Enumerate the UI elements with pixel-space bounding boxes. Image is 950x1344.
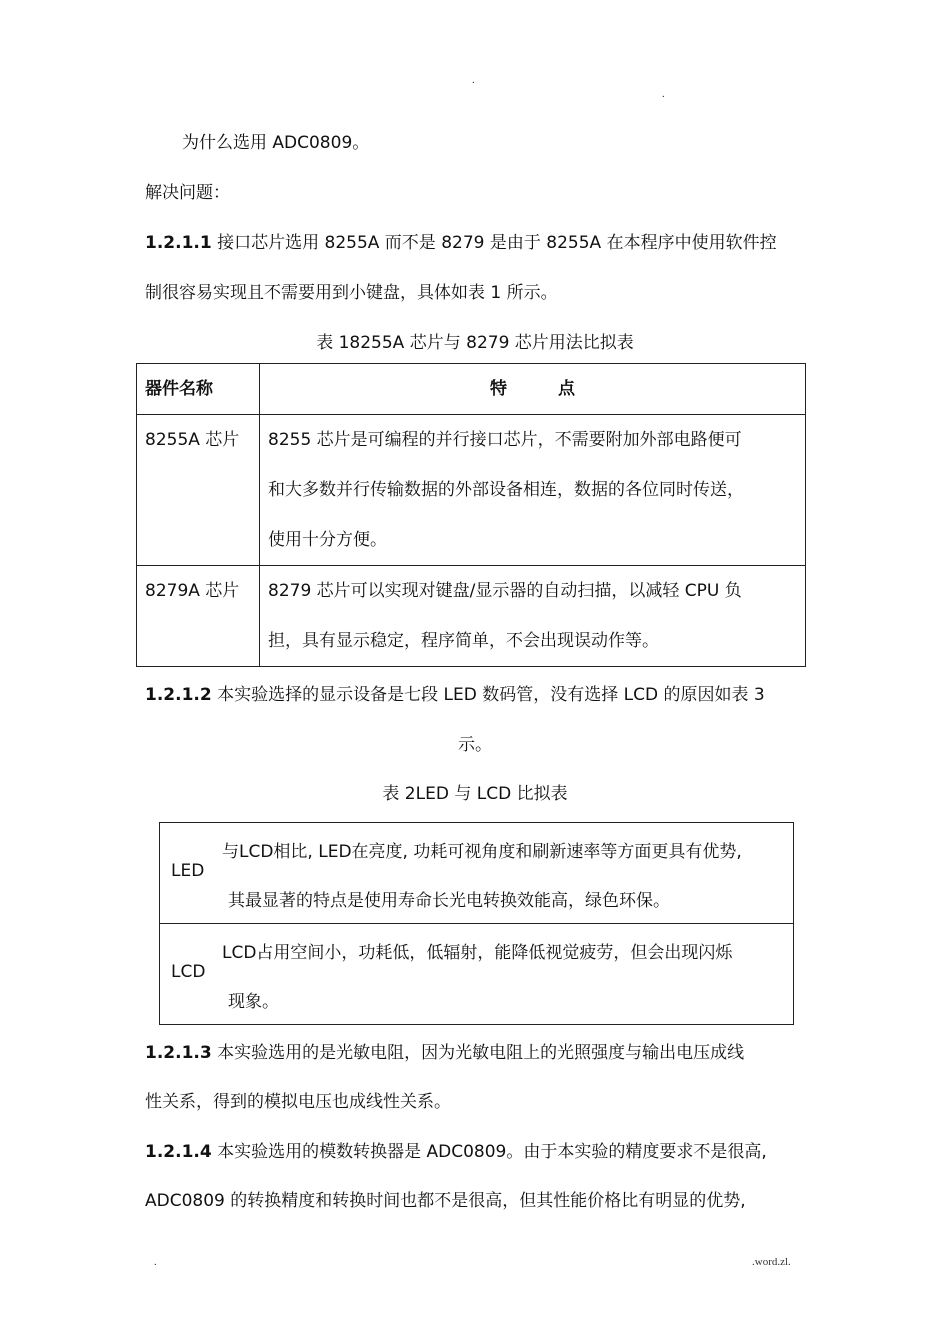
comparison-table-1: [136, 363, 806, 667]
section-1-line-1: [145, 228, 777, 253]
section-3-text-1: 本实验选用的是光敏电阻，因为光敏电阻上的光照强度与输出电压成线: [211, 1043, 745, 1063]
table-1-cell-name: 8279A 芯片: [137, 566, 260, 667]
table-1-text-line: 使用十分方便。: [268, 530, 387, 550]
table-2-text-line: 现象。: [228, 992, 279, 1012]
table-1-text-line: 8279 芯片可以实现对键盘/显示器的自动扫描，以减轻 CPU 负: [268, 581, 742, 601]
table-1-header-row: [137, 364, 806, 415]
section-2-line-1: [145, 680, 765, 705]
table-row: [160, 823, 793, 923]
table-1-header-name: 器件名称: [137, 364, 260, 415]
section-3-number: 1.2.1.3: [145, 1043, 212, 1063]
table-2-text-line: LCD占用空间小，功耗低，低辐射，能降低视觉疲劳，但会出现闪烁: [222, 943, 733, 963]
intro-line-1: 为什么选用 ADC0809。: [182, 133, 370, 153]
table-1-cell-feature: [260, 415, 806, 566]
section-4-number: 1.2.1.4: [145, 1142, 212, 1162]
table-2-cell-name: LED: [171, 861, 205, 881]
section-1-text-1: 接口芯片选用 8255A 而不是 8279 是由于 8255A 在本程序中使用软件控: [211, 233, 777, 253]
table-2-caption: 表 2LED 与 LCD 比拟表: [382, 784, 568, 804]
table-row: [160, 923, 793, 1024]
intro-line-2: 解决问题：: [145, 183, 230, 203]
section-1-line-2: 制很容易实现且不需要用到小键盘，具体如表 1 所示。: [145, 283, 558, 303]
table-1-cell-name: 8255A 芯片: [137, 415, 260, 566]
table-2-cell-name: LCD: [171, 962, 206, 982]
section-1-number: 1.2.1.1: [145, 233, 212, 253]
footer-dot-left: .: [154, 1256, 157, 1268]
table-1-text-line: 8255 芯片是可编程的并行接口芯片，不需要附加外部电路便可: [268, 430, 742, 450]
table-row: [137, 415, 806, 566]
header-dot-left: .: [472, 74, 475, 86]
section-2-number: 1.2.1.2: [145, 685, 212, 705]
section-3-line-2: 性关系，得到的模拟电压也成线性关系。: [145, 1092, 451, 1112]
table-1-cell-feature: [260, 566, 806, 667]
table-row: [137, 566, 806, 667]
comparison-table-2: [159, 822, 794, 1025]
footer-site-label: .word.zl.: [752, 1256, 791, 1268]
section-4-line-2: ADC0809 的转换精度和转换时间也都不是很高，但其性能价格比有明显的优势,: [145, 1191, 746, 1211]
table-2-text-line: 与LCD相比, LED在亮度, 功耗可视角度和刷新速率等方面更具有优势,: [222, 842, 742, 862]
section-2-line-2: 示。: [458, 735, 492, 755]
table-1-header-feature: 特 点: [260, 364, 806, 415]
header-dot-right: .: [662, 88, 665, 100]
section-4-text-1: 本实验选用的模数转换器是 ADC0809。由于本实验的精度要求不是很高,: [211, 1142, 767, 1162]
table-2-text-line: 其最显著的特点是使用寿命长光电转换效能高，绿色环保。: [228, 891, 670, 911]
section-2-text-1: 本实验选择的显示设备是七段 LED 数码管，没有选择 LCD 的原因如表 3: [211, 685, 765, 705]
table-1-text-line: 担，具有显示稳定，程序简单，不会出现误动作等。: [268, 631, 659, 651]
table-1-caption: 表 18255A 芯片与 8279 芯片用法比拟表: [316, 333, 634, 353]
table-1-text-line: 和大多数并行传输数据的外部设备相连，数据的各位同时传送，: [268, 480, 744, 500]
section-4-line-1: [145, 1137, 767, 1162]
section-3-line-1: [145, 1038, 744, 1063]
